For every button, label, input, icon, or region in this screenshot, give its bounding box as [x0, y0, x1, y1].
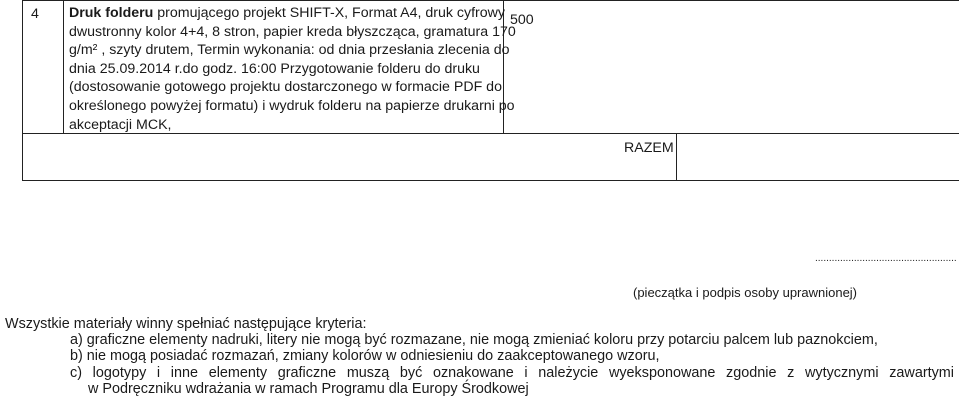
row-number: 4 — [31, 6, 39, 22]
table-top-border — [22, 0, 959, 1]
criteria-item-c-line-1: c) logotypy i inne elementy graficzne muszą być oznakowane i należycie wyeksponowane zgodnie z wytycznymi zawartymi — [70, 365, 954, 381]
item-description — [69, 4, 516, 134]
table-left-border — [22, 0, 23, 181]
table-total-column-divider — [676, 133, 677, 181]
criteria-item-a: a) graficzne elementy nadruki, litery nie mogą być rozmazane, nie mogą zmieniać koloru przy potarciu palcem lub paznokciem, — [70, 332, 878, 348]
description-line-1: Druk folderu promującego projekt SHIFT-X, Format A4, druk cyfrowy — [69, 5, 505, 21]
description-line-6: określonego powyżej formatu) i wydruk folderu na papierze drukarni po — [69, 97, 515, 114]
criteria-heading: Wszystkie materiały winny spełniać następujące kryteria: — [5, 316, 367, 332]
description-line-3: g/m² , szyty drutem, Termin wykonania: od dnia przesłania zlecenia do — [69, 42, 510, 59]
description-line-4: dnia 25.09.2014 r.do godz. 16:00 Przygotowanie folderu do druku — [69, 60, 480, 77]
criteria-item-c-line-2: w Podręczniku wdrażania w ramach Programu dla Europy Środkowej — [88, 381, 529, 397]
table-bottom-border — [22, 180, 959, 181]
signature-caption: (pieczątka i podpis osoby uprawnionej) — [633, 285, 858, 300]
criteria-item-b: b) nie mogą posiadać rozmazań, zmiany kolorów w odniesieniu do zaakceptowanego wzoru, — [70, 348, 660, 364]
quantity-value: 500 — [510, 12, 534, 28]
description-line-5: (dostosowanie gotowego projektu dostarczonego w formacie PDF do — [69, 79, 502, 96]
table-number-column-divider — [63, 0, 64, 134]
description-line-2: dwustronny kolor 4+4, 8 stron, papier kreda błyszcząca, gramatura 170 — [69, 23, 516, 40]
total-label: RAZEM — [624, 140, 674, 156]
description-line-7: akceptacji MCK, — [69, 116, 172, 133]
description-bold-lead: Druk folderu — [69, 5, 154, 21]
signature-dots: ................................................... — [815, 253, 957, 264]
